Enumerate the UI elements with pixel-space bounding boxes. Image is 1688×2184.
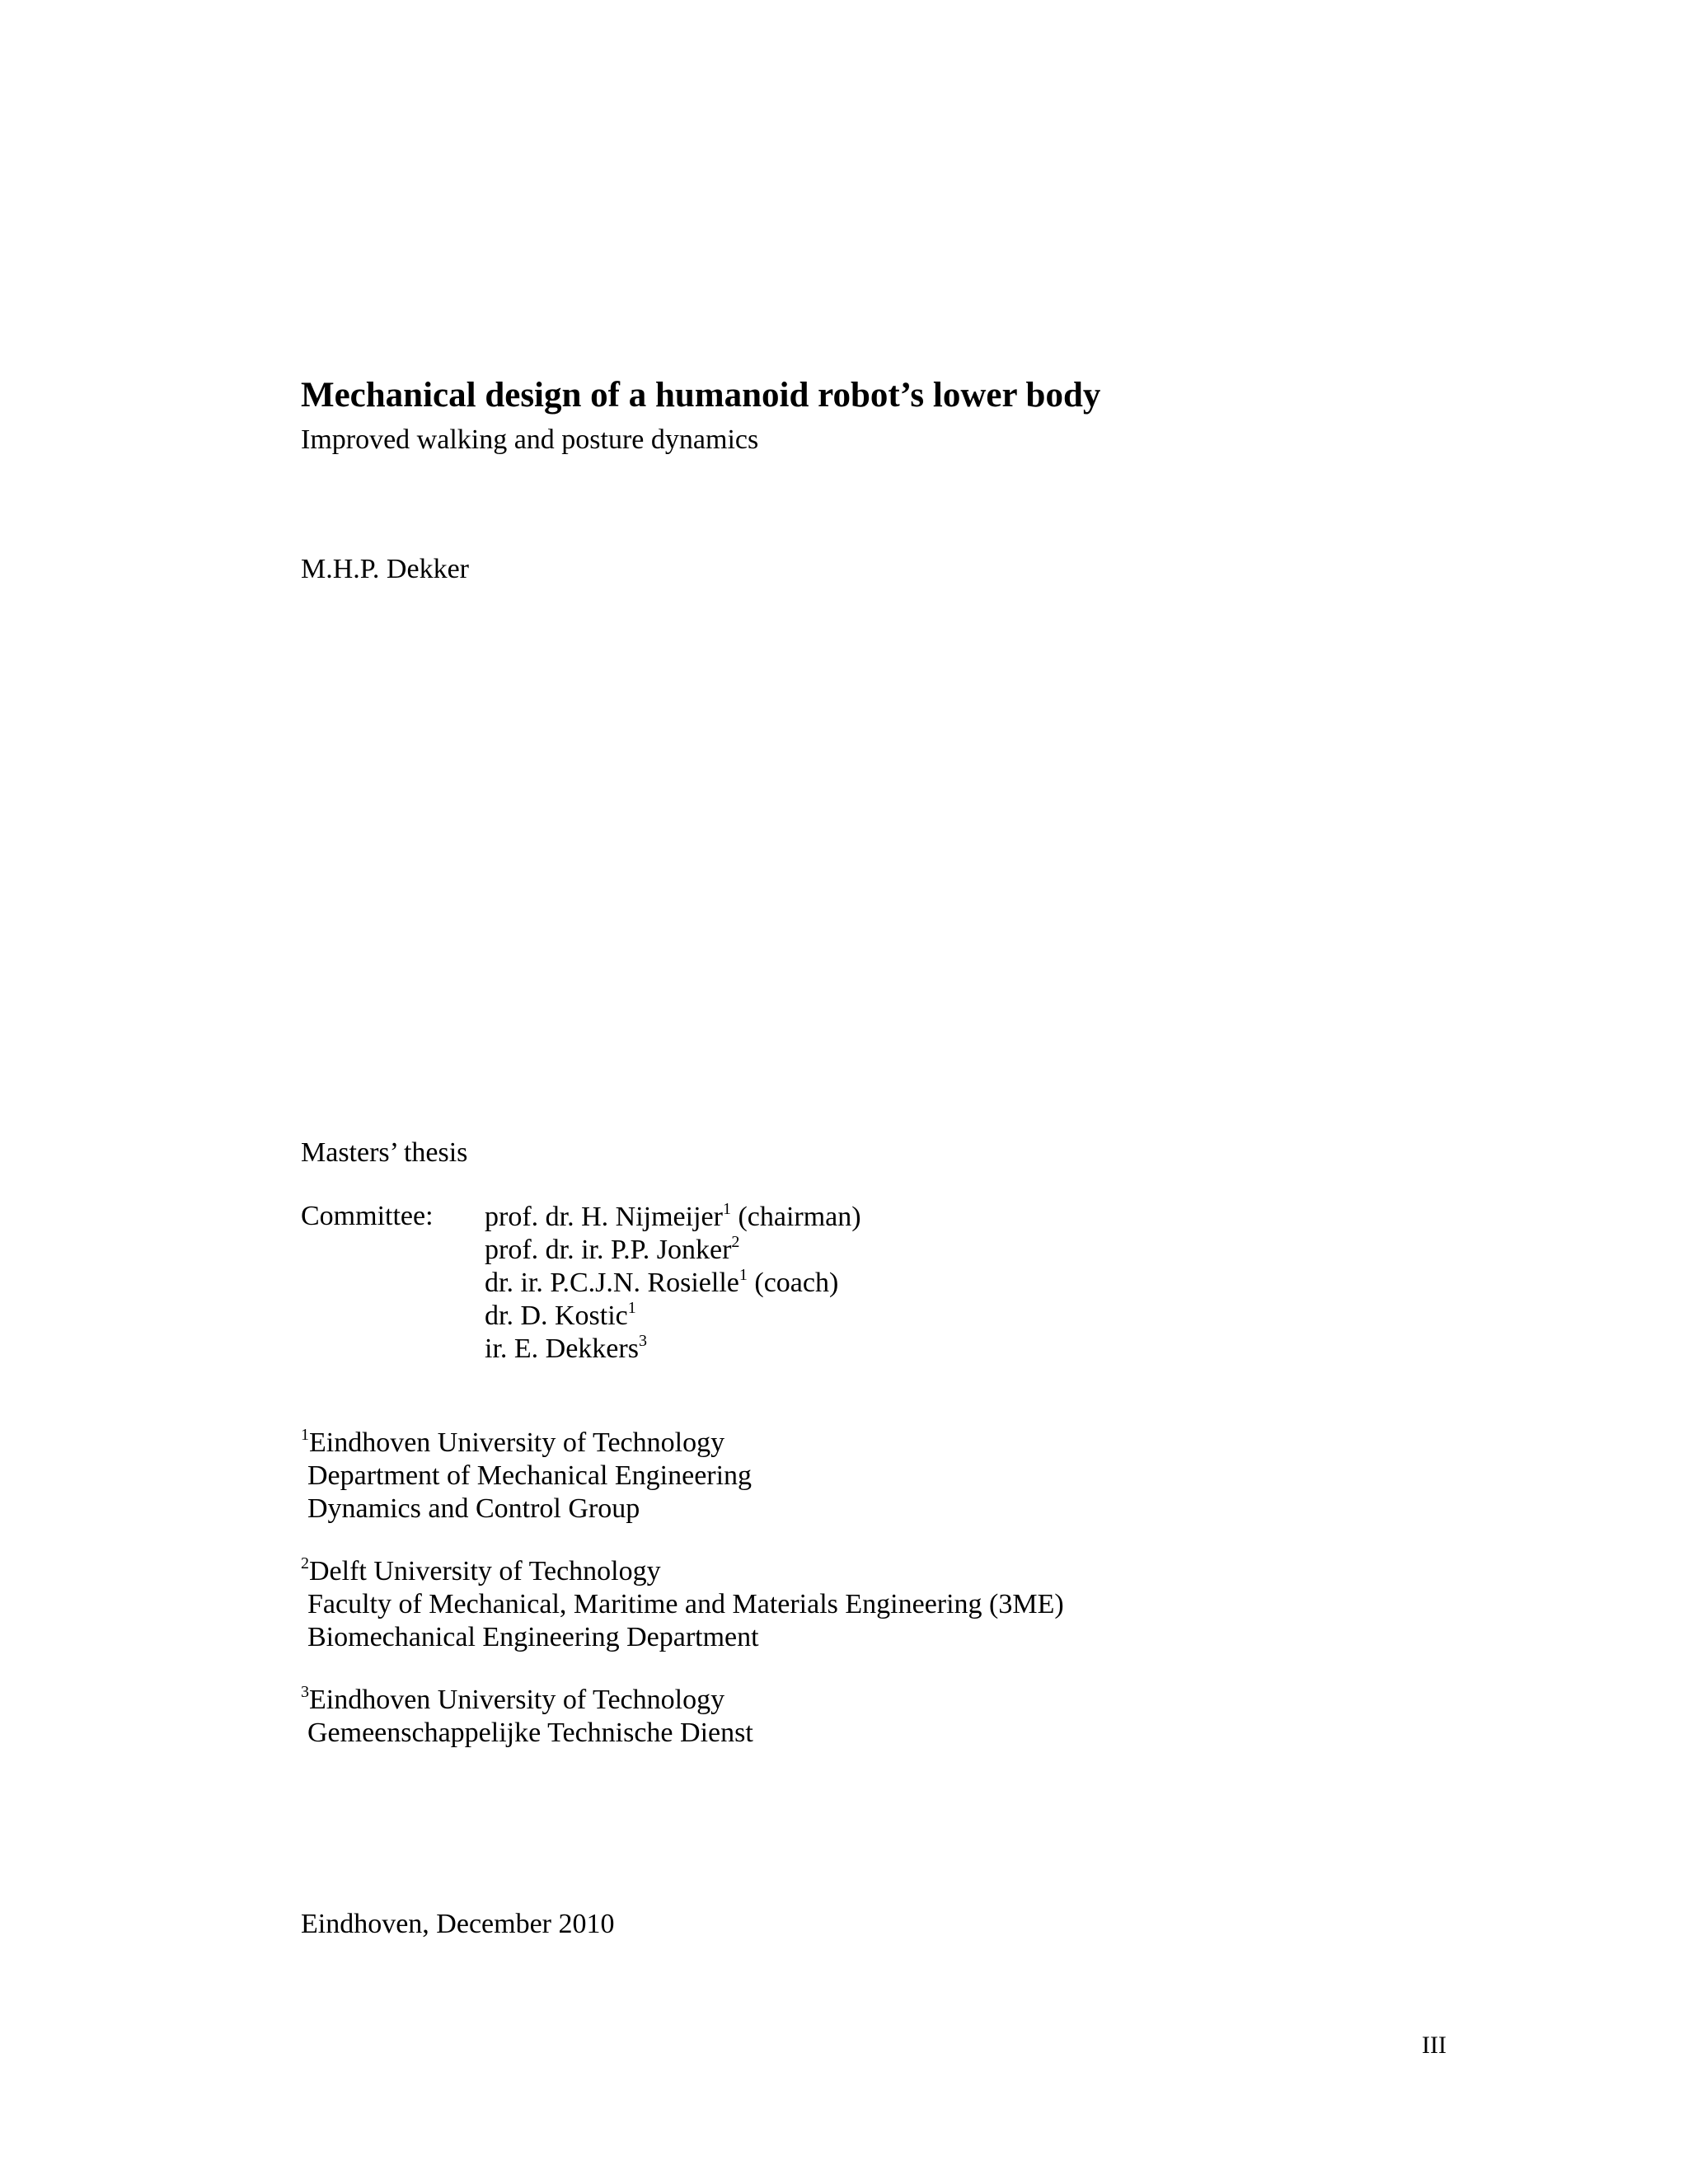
place-and-date: Eindhoven, December 2010 — [301, 1909, 615, 1939]
affiliation-block — [301, 1684, 753, 1750]
member-name: dr. D. Kostic — [485, 1301, 628, 1331]
affiliation-block — [301, 1555, 1064, 1654]
member-name: prof. dr. H. Nijmeijer — [485, 1202, 723, 1232]
member-role: (chairman) — [730, 1202, 861, 1232]
affiliation-ref: 1 — [738, 1266, 748, 1284]
affiliation-line — [301, 1684, 753, 1717]
affiliation-line — [301, 1427, 752, 1460]
affiliation-line: Biomechanical Engineering Department — [307, 1622, 759, 1652]
affiliation-ref: 3 — [638, 1332, 647, 1350]
affiliation-line: Department of Mechanical Engineering — [307, 1460, 753, 1491]
committee-member — [485, 1267, 861, 1300]
thesis-type: Masters’ thesis — [301, 1137, 468, 1168]
document-title: Mechanical design of a humanoid robot’s lower body — [301, 376, 1101, 415]
affiliation-institution: Eindhoven University of Technology — [309, 1685, 725, 1715]
committee-label: Committee: — [301, 1201, 434, 1231]
affiliation-institution: Delft University of Technology — [309, 1556, 661, 1586]
member-name: prof. dr. ir. P.P. Jonker — [485, 1235, 732, 1265]
committee-member — [485, 1201, 861, 1234]
affiliation-ref: 1 — [627, 1299, 636, 1317]
document-subtitle: Improved walking and posture dynamics — [301, 424, 759, 455]
affiliation-block — [301, 1427, 752, 1526]
affiliation-line: Dynamics and Control Group — [307, 1493, 640, 1524]
affiliation-line: Faculty of Mechanical, Maritime and Materials Engineering (3ME) — [307, 1589, 1064, 1619]
affiliation-number: 3 — [301, 1683, 309, 1701]
member-name: ir. E. Dekkers — [485, 1333, 639, 1364]
committee-member — [485, 1333, 861, 1366]
page-number: III — [1422, 2032, 1447, 2059]
affiliation-ref: 1 — [722, 1200, 731, 1218]
committee-list — [485, 1201, 861, 1366]
affiliation-line: Gemeenschappelijke Technische Dienst — [307, 1718, 753, 1748]
affiliation-institution: Eindhoven University of Technology — [309, 1427, 725, 1458]
committee-member — [485, 1234, 861, 1267]
affiliation-line — [301, 1555, 1064, 1588]
affiliation-ref: 2 — [731, 1233, 740, 1251]
member-name: dr. ir. P.C.J.N. Rosielle — [485, 1268, 739, 1298]
affiliation-number: 2 — [301, 1554, 309, 1572]
author-name: M.H.P. Dekker — [301, 554, 469, 584]
member-role: (coach) — [747, 1268, 839, 1298]
committee-member — [485, 1300, 861, 1333]
affiliation-number: 1 — [301, 1426, 309, 1444]
